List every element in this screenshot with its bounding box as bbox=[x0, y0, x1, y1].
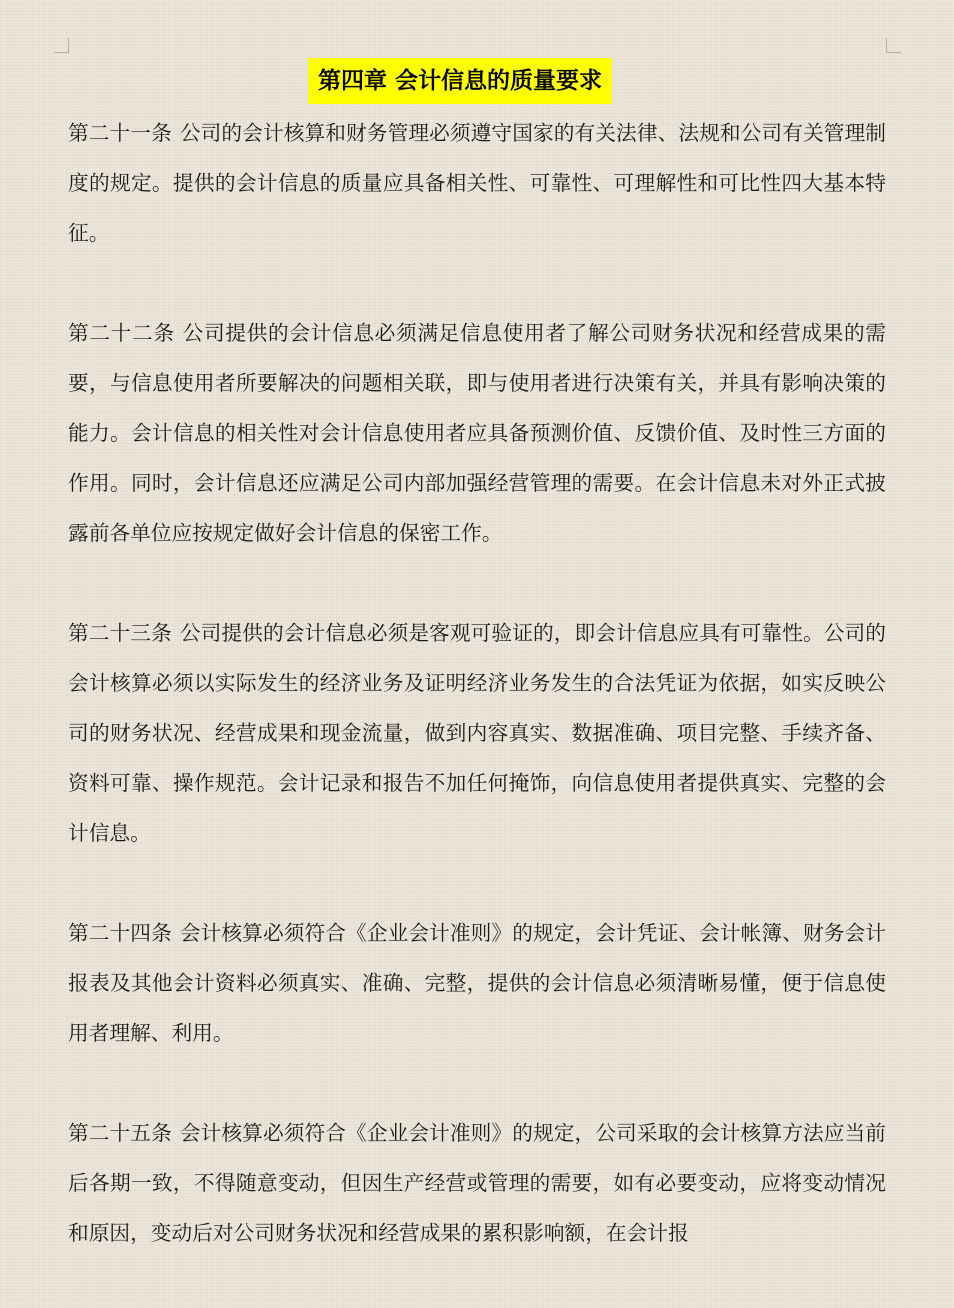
article-text: 会计核算必须符合《企业会计准则》的规定，会计凭证、会计帐簿、财务会计报表及其他会计资料必须真实、准确、完整，提供的会计信息必须清晰易懂，便于信息使用者理解、利用。 bbox=[68, 921, 886, 1045]
article-22 bbox=[68, 308, 886, 558]
chapter-title: 第四章 会计信息的质量要求 bbox=[308, 58, 612, 104]
article-text: 会计核算必须符合《企业会计准则》的规定，公司采取的会计核算方法应当前后各期一致，不得随意变动，但因生产经营或管理的需要，如有必要变动，应将变动情况和原因，变动后对公司财务状况和经营成果的累积影响额，在会计报 bbox=[68, 1121, 886, 1245]
article-text: 公司提供的会计信息必须满足信息使用者了解公司财务状况和经营成果的需要，与信息使用者所要解决的问题相关联，即与使用者进行决策有关，并具有影响决策的能力。会计信息的相关性对会计信息使用者应具备预测价值、反馈价值、及时性三方面的作用。同时，会计信息还应满足公司内部加强经营管理的需要。在会计信息未对外正式披露前各单位应按规定做好会计信息的保密工作。 bbox=[68, 321, 886, 545]
document-body bbox=[68, 108, 886, 1308]
crop-mark-top-right bbox=[886, 38, 901, 53]
article-24 bbox=[68, 908, 886, 1058]
crop-mark-top-left bbox=[54, 38, 69, 53]
article-21 bbox=[68, 108, 886, 258]
article-25 bbox=[68, 1108, 886, 1258]
article-number: 第二十二条 bbox=[68, 321, 175, 345]
article-number: 第二十一条 bbox=[68, 121, 172, 145]
article-text: 公司提供的会计信息必须是客观可验证的，即会计信息应具有可靠性。公司的会计核算必须以实际发生的经济业务及证明经济业务发生的合法凭证为依据，如实反映公司的财务状况、经营成果和现金流量，做到内容真实、数据准确、项目完整、手续齐备、资料可靠、操作规范。会计记录和报告不加任何掩饰，向信息使用者提供真实、完整的会计信息。 bbox=[68, 621, 886, 845]
article-number: 第二十三条 bbox=[68, 621, 172, 645]
article-number: 第二十五条 bbox=[68, 1121, 172, 1145]
article-number: 第二十四条 bbox=[68, 921, 172, 945]
article-text: 公司的会计核算和财务管理必须遵守国家的有关法律、法规和公司有关管理制度的规定。提供的会计信息的质量应具备相关性、可靠性、可理解性和可比性四大基本特征。 bbox=[68, 121, 886, 245]
title-container bbox=[0, 58, 920, 104]
article-23 bbox=[68, 608, 886, 858]
